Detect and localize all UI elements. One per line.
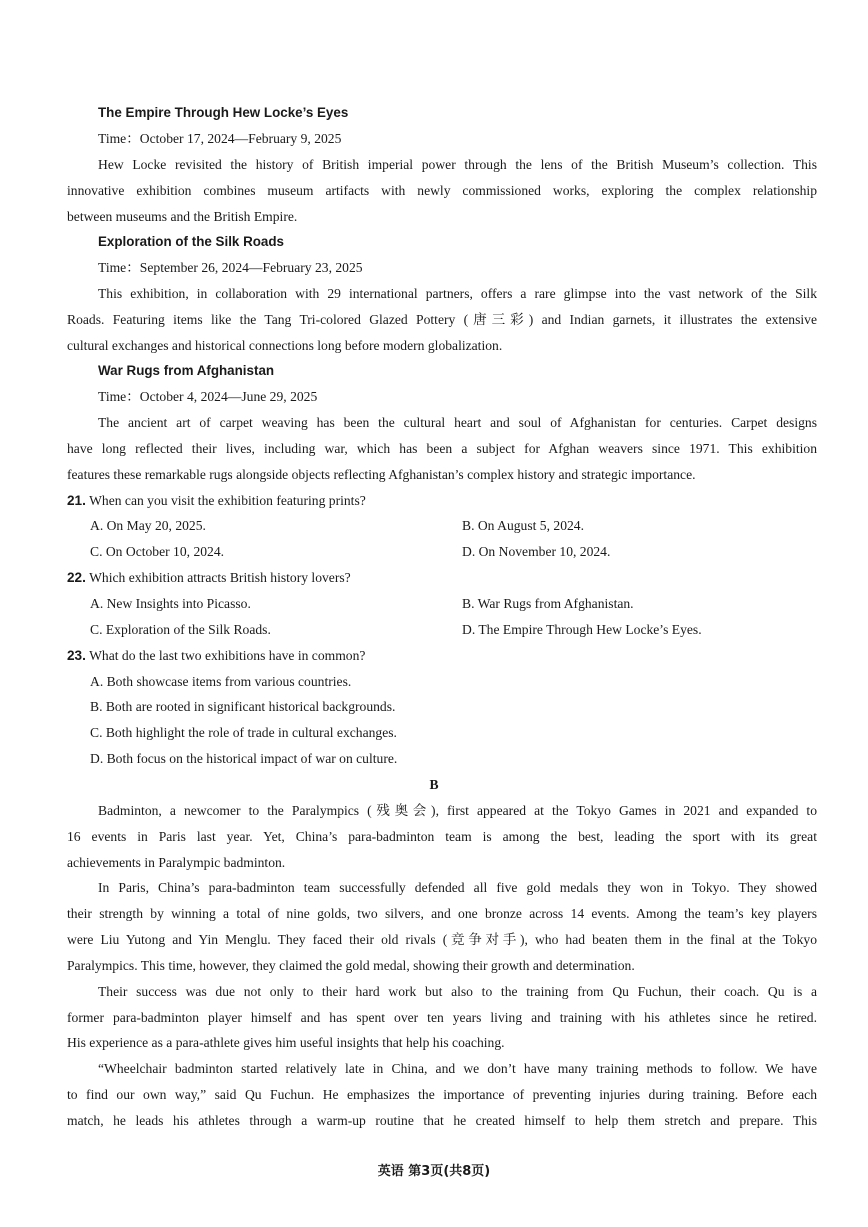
option-c: C. Exploration of the Silk Roads. [90,622,271,637]
paragraph-line: Roads. Featuring items like the Tang Tri-colored Glazed Pottery (唐三彩) and Indian garnets, it illustrates the extensive [67,312,817,327]
question-22 [67,568,817,588]
paragraph-line: Paralympics. This time, however, they claimed the gold medal, showing their growth and determination. [67,958,635,973]
exhibition-time: Time：October 17, 2024—February 9, 2025 [98,131,342,146]
paragraph-line: their strength by winning a total of nine golds, two silvers, and one bronze across 14 events. Among the team’s key players [67,906,817,921]
question-stem: What do the last two exhibitions have in common? [89,648,366,663]
section-label: B [429,777,439,792]
paragraph-line: Badminton, a newcomer to the Paralympics (残奥会), first appeared at the Tokyo Games in 2021 and expanded to [98,803,817,818]
option-d: D. Both focus on the historical impact of war on culture. [90,751,398,766]
question-stem: When can you visit the exhibition featuring prints? [89,493,366,508]
paragraph-line: innovative exhibition combines museum artifacts with newly commissioned works, exploring the complex relationship [67,183,817,198]
question-21 [67,491,817,511]
option-b: B. Both are rooted in significant historical backgrounds. [90,699,396,714]
paragraph-line: features these remarkable rugs alongside objects reflecting Afghanistan’s complex history and strategic importance. [67,467,696,482]
paragraph-line: cultural exchanges and historical connections long before modern globalization. [67,338,503,353]
paragraph-line: The ancient art of carpet weaving has been the cultural heart and soul of Afghanistan for centuries. Carpet designs [98,415,817,430]
option-c: C. Both highlight the role of trade in cultural exchanges. [90,725,397,740]
paragraph-line: achievements in Paralympic badminton. [67,855,286,870]
question-number: 23. [67,648,86,663]
paragraph-line: “Wheelchair badminton started relatively late in China, and we don’t have many training methods to follow. We have [98,1061,817,1076]
exhibition-title: Exploration of the Silk Roads [98,234,285,249]
paragraph-line: In Paris, China’s para-badminton team successfully defended all five gold medals they won in Tokyo. They showed [98,880,817,895]
exhibition-time: Time：October 4, 2024—June 29, 2025 [98,389,318,404]
paragraph-line: Their success was due not only to their hard work but also to the training from Qu Fuchun, their coach. Qu is a [98,984,817,999]
paragraph-line: were Liu Yutong and Yin Menglu. They faced their old rivals (竞争对手), who had beaten them in the final at the Tokyo [67,932,817,947]
page-footer: 英语 第3页(共8页) [377,1164,491,1179]
exhibition-title: War Rugs from Afghanistan [98,363,275,378]
paragraph-line: former para-badminton player himself and has spent over ten years living and training with his athletes since he retired. [67,1010,817,1025]
option-b: B. War Rugs from Afghanistan. [462,596,634,611]
paragraph-line: Hew Locke revisited the history of British imperial power through the lens of the British Museum’s collection. This [98,157,817,172]
exhibition-time: Time：September 26, 2024—February 23, 2025 [98,260,363,275]
option-d: D. The Empire Through Hew Locke’s Eyes. [462,622,702,637]
option-a: A. Both showcase items from various countries. [90,674,352,689]
paragraph-line: His experience as a para-athlete gives him useful insights that help his coaching. [67,1035,505,1050]
option-b: B. On August 5, 2024. [462,518,584,533]
paragraph-line: between museums and the British Empire. [67,209,298,224]
paragraph-line: match, he leads his athletes through a warm-up routine that he created himself to help them stretch and prepare. This [67,1113,817,1128]
option-a: A. New Insights into Picasso. [90,596,251,611]
option-a: A. On May 20, 2025. [90,518,206,533]
option-c: C. On October 10, 2024. [90,544,225,559]
paragraph-line: have long reflected their lives, including war, which has been a subject for Afghan weavers since 1971. This exhibition [67,441,817,456]
exhibition-title: The Empire Through Hew Locke’s Eyes [98,105,349,120]
paragraph-line: 16 events in Paris last year. Yet, China’s para-badminton team is among the best, leading the sport with its great [67,829,817,844]
paragraph-line: This exhibition, in collaboration with 29 international partners, offers a rare glimpse into the vast network of the Silk [98,286,817,301]
paragraph-line: to find our own way,” said Qu Fuchun. He emphasizes the importance of preventing injuries during training. Before each [67,1087,817,1102]
question-23 [67,646,817,666]
option-d: D. On November 10, 2024. [462,544,611,559]
question-number: 21. [67,493,86,508]
question-number: 22. [67,570,86,585]
question-stem: Which exhibition attracts British history lovers? [89,570,351,585]
